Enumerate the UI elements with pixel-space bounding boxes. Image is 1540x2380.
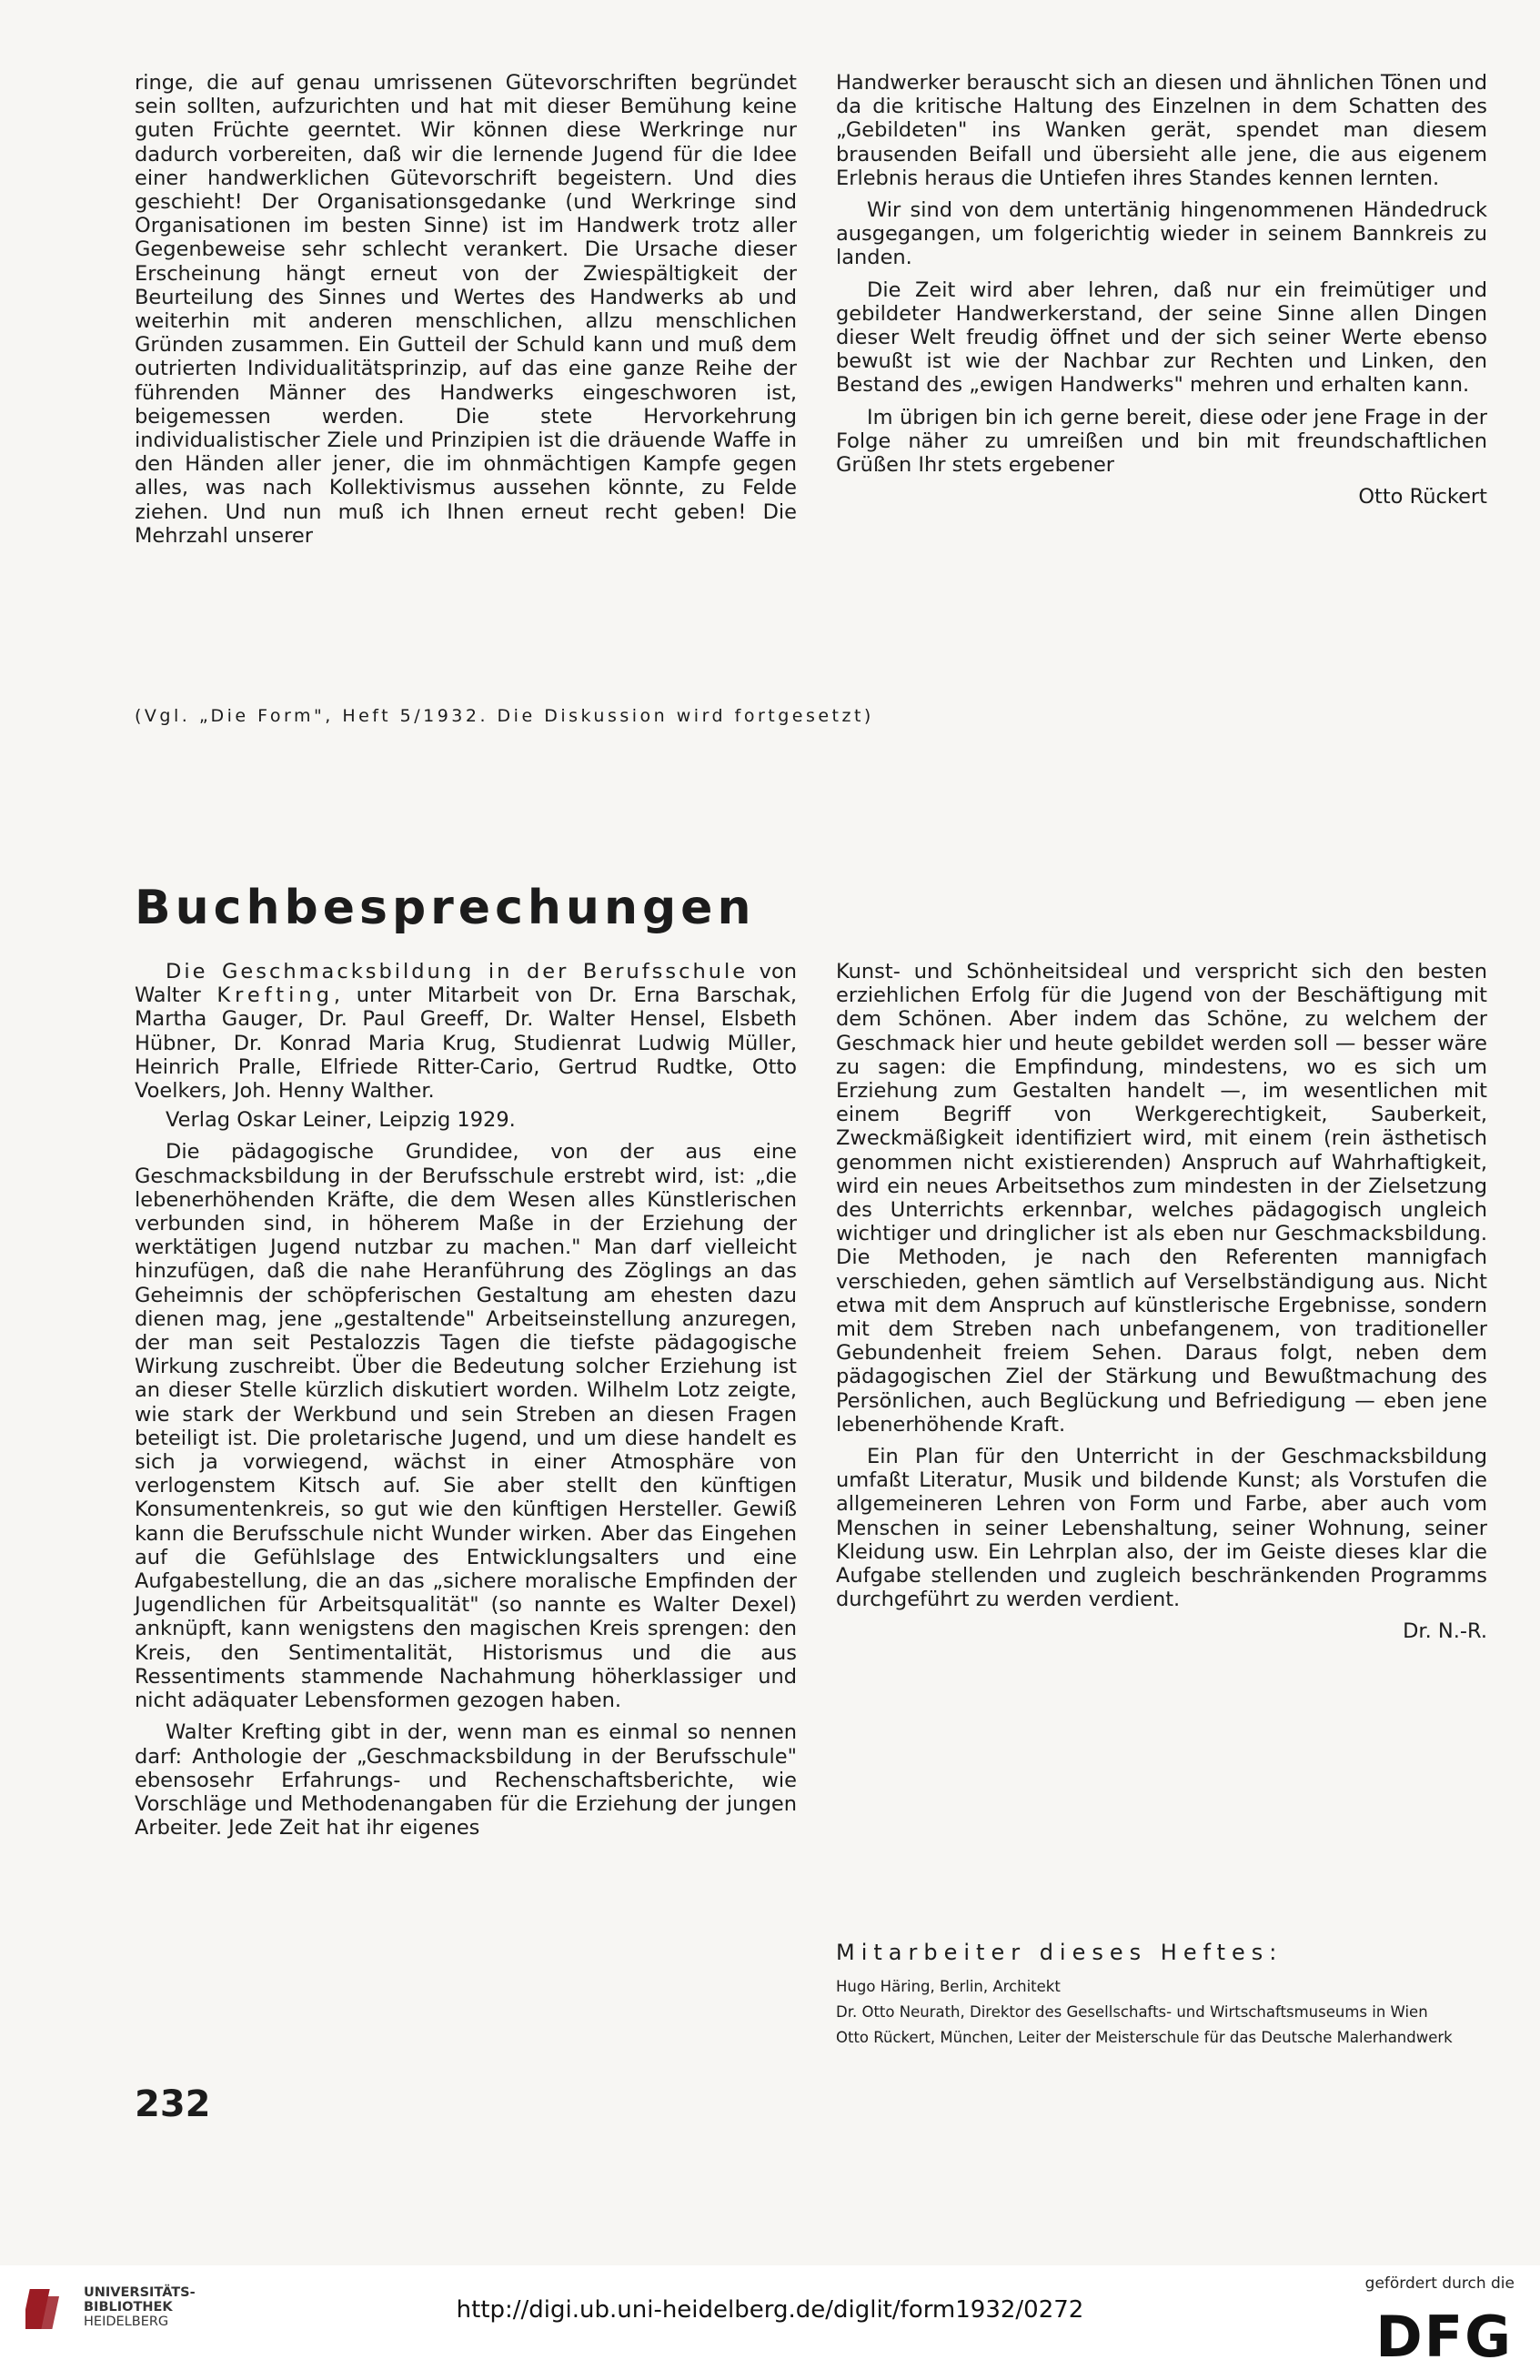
- page-number: 232: [135, 2083, 211, 2125]
- body-paragraph: Handwerker berauscht sich an diesen und ähnlichen Tönen und da die kritische Haltung des Einzelnen in dem Schatten des „Gebildeten" ins Wanken gerät, spendet man diesem brausenden Beifall und übersieht alle jene, die aus eigenem Erlebnis heraus die Untiefen ihres Standes kennen lernten.: [836, 71, 1487, 190]
- contributor-entry: Hugo Häring, Berlin, Architekt: [836, 1978, 1061, 1995]
- book-citation: [135, 960, 797, 1103]
- contributors-box: [836, 1940, 1487, 2054]
- review-paragraph: Ein Plan für den Unterricht in der Geschmacksbildung umfaßt Literatur, Musik und bildende Kunst; als Vorstufen die allgemeineren Lehren von Form und Farbe, aber auch vom Menschen in seiner Lebenshaltung, seiner Wohnung, seiner Kleidung usw. Ein Lehrplan also, der im Geiste dieses klar die Aufgabe stellenden und zugleich beschränkenden Programms durchgeführt zu werden verdient.: [836, 1445, 1487, 1612]
- footer-bar: [0, 2265, 1540, 2380]
- upper-right-column: [836, 71, 1487, 517]
- discussion-note: (Vgl. „Die Form", Heft 5/1932. Die Diskussion wird fortgesetzt): [135, 706, 874, 726]
- review-right-column: [836, 960, 1487, 1652]
- authors-prefix: von Walter: [135, 960, 797, 1008]
- authors-rest: , unter Mitarbeit von Dr. Erna Barschak, Martha Gauger, Dr. Paul Greeff, Dr. Walter Hensel, Elsbeth Hübner, Dr. Konrad Maria Krug, Studienrat Ludwig Müller, Heinrich Pralle, Elfriede Ritter-Cario, Gertrud Rudtke, Otto Voelkers, Joh. Henny Walther.: [135, 983, 797, 1104]
- body-paragraph: Im übrigen bin ich gerne bereit, diese oder jene Frage in der Folge näher zu umreißen und bin mit freundschaftlichen Grüßen Ihr stets ergebener: [836, 405, 1487, 478]
- review-signature: Dr. N.-R.: [1403, 1619, 1487, 1644]
- support-text: gefördert durch die: [1364, 2274, 1515, 2293]
- library-name-line: BIBLIOTHEK: [84, 2300, 173, 2314]
- section-title: Buchbesprechungen: [135, 881, 756, 935]
- review-paragraph: Kunst- und Schönheitsideal und verspricht sich den besten erziehlichen Erfolg für die Jugend von der Beschäftigung mit dem Schönen. Aber indem das Schöne, zu welchem der Geschmack hier und heute gebildet werden soll — besser wäre zu sagen: die Empfindung, mindestens, wo es sich um Erziehung zum Gestalten handelt —, im wesentlichen mit einem Begriff von Werkgerechtigkeit, Sauberkeit, Zweckmäßigkeit identifiziert wird, mit einem (rein ästhetisch genommen nicht existierenden) Anspruch auf Wahrhaftigkeit, wird ein neues Arbeitsethos zum mindesten in der Zielsetzung des Unterrichts erkennbar, welches pädagogisch ungleich wichtiger und dringlicher ist als eben nur Geschmacksbildung. Die Methoden, je nach den Referenten mannigfach verschieden, gehen sämtlich auf Verselbständigung aus. Nicht etwa mit dem Anspruch auf künstlerische Ergebnisse, sondern mit dem Streben nach unbefangenem, von traditioneller Gebundenheit freiem Sehen. Daraus folgt, neben dem pädagogischen Ziel der Stärkung und Bewußtmachung des Persönlichen, auch Beglückung und Befriedigung — eben jene lebenerhöhende Kraft.: [836, 960, 1487, 1437]
- contributor-entry: Dr. Otto Neurath, Direktor des Gesellschafts- und Wirtschaftsmuseums in Wien: [836, 2003, 1428, 2021]
- review-paragraph: Die pädagogische Grundidee, von der aus eine Geschmacksbildung in der Berufsschule erstrebt wird, ist: „die lebenerhöhenden Kräfte, die dem Wesen alles Künstlerischen verbunden sind, in höherem Maße in der Erziehung der werktätigen Jugend nutzbar zu machen." Man darf vielleicht hinzufügen, daß die nahe Heranführung des Zöglings an das Geheimnis der schöpferischen Gestaltung am ehesten dazu dienen mag, jene „gestaltende" Arbeitseinstellung anzuregen, der man seit Pestalozzis Tagen die tiefste pädagogische Wirkung zuschreibt. Über die Bedeutung solcher Erziehung ist an dieser Stelle kürzlich diskutiert worden. Wilhelm Lotz zeigte, wie stark der Werkbund und sein Streben an diesen Fragen beteiligt ist. Die proletarische Jugend, und um diese handelt es sich ja vorwiegend, wächst in einer Atmosphäre von verlogenstem Kitsch auf. Sie aber stellt den künftigen Konsumentenkreis, so gut wie den künftigen Hersteller. Gewiß kann die Berufsschule nicht Wunder wirken. Aber das Eingehen auf die Gefühlslage des Entwicklungsalters und eine Aufgabestellung, die an das „sichere moralische Empfinden der Jugendlichen für Arbeitsqualität" (so nannte es Walter Dexel) anknüpft, kann wenigstens den magischen Kreis sprengen: den Kreis, den Sentimentalität, Historismus und die aus Ressentiments stammende Nachahmung höherklassiger und nicht adäquater Lebensformen gezogen haben.: [135, 1140, 797, 1713]
- library-name-line: HEIDELBERG: [84, 2314, 169, 2329]
- review-paragraph: Walter Krefting gibt in der, wenn man es einmal so nennen darf: Anthologie der „Geschmacksbildung in der Berufsschule" ebensosehr Erfahrungs- und Rechenschaftsberichte, wie Vorschläge und Methodenangaben für die Erziehung der jungen Arbeiter. Jede Zeit hat ihr eigenes: [135, 1720, 797, 1840]
- contributors-heading: Mitarbeiter dieses Heftes:: [836, 1940, 1283, 1965]
- book-title: Die Geschmacksbildung in der Berufsschule: [166, 960, 749, 983]
- body-paragraph: ringe, die auf genau umrissenen Gütevorschriften begründet sein sollten, aufzurichten und hat mit dieser Bemühung keine guten Früchte geerntet. Wir können diese Werkringe nur dadurch vorbereiten, daß wir die lernende Jugend für die Idee einer handwerklichen Gütevorschrift begeistern. Und dies geschieht! Der Organisationsgedanke (und Werkringe sind Organisationen im besten Sinne) ist im Handwerk trotz aller Gegenbeweise sehr schlecht verankert. Die Ursache dieser Erscheinung hängt erneut von der Zwiespältigkeit der Beurteilung des Sinnes und Wertes des Handwerks ab und weiterhin mit anderen menschlichen, allzu menschlichen Gründen zusammen. Ein Gutteil der Schuld kann und muß dem outrierten Individualitätsprinzip, auf das eine ganze Reihe der führenden Männer des Handwerks eingeschworen ist, beigemessen werden. Die stete Hervorkehrung individualistischer Ziele und Prinzipien ist die dräuende Waffe in den Händen aller jener, die im ohnmächtigen Kampfe gegen alles, was nach Kollektivismus aussehen könnte, zu Felde ziehen. Und nun muß ich Ihnen erneut recht geben! Die Mehrzahl unserer: [135, 71, 797, 548]
- source-url-link[interactable]: http://digi.ub.uni-heidelberg.de/diglit/form1932/0272: [456, 2296, 1084, 2324]
- contributor-entry: Otto Rückert, München, Leiter der Meisterschule für das Deutsche Malerhandwerk: [836, 2029, 1453, 2046]
- review-left-column: [135, 960, 797, 1848]
- letter-signature: Otto Rückert: [1358, 485, 1487, 509]
- author-name: Krefting: [216, 983, 334, 1008]
- dfg-logo: DFG: [1375, 2304, 1513, 2370]
- upper-left-column: [135, 71, 797, 556]
- publisher-line: Verlag Oskar Leiner, Leipzig 1929.: [166, 1108, 516, 1133]
- body-paragraph: Die Zeit wird aber lehren, daß nur ein freimütiger und gebildeter Handwerkerstand, der seine Sinne allen Dingen dieser Welt freudig öffnet und der sich seiner Werte ebenso bewußt ist wie der Nachbar zur Rechten und Linken, den Bestand des „ewigen Handwerks" mehren und erhalten kann.: [836, 277, 1487, 398]
- body-paragraph: Wir sind von dem untertänig hingenommenen Händedruck ausgegangen, um folgerichtig wieder in seinem Bannkreis zu landen.: [836, 198, 1487, 270]
- library-name-line: UNIVERSITÄTS-: [84, 2285, 196, 2300]
